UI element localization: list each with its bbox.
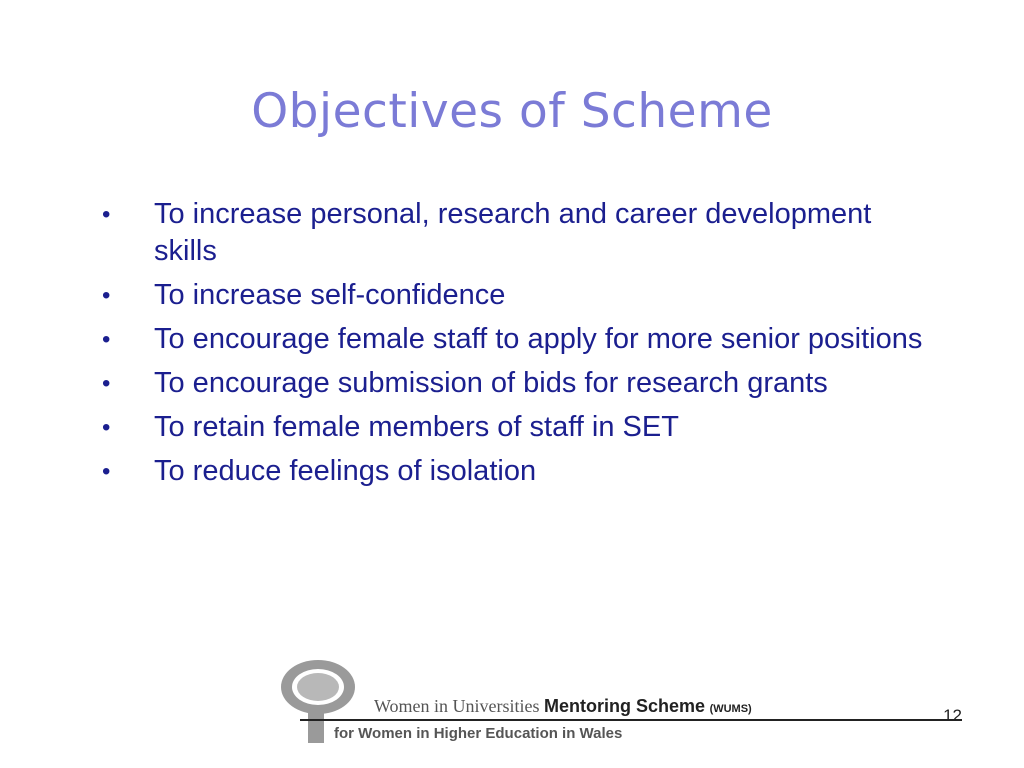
bullet-item: [96, 365, 936, 402]
bullet-item: [96, 409, 936, 446]
bullet-text: To reduce feelings of isolation: [154, 455, 537, 487]
bullet-text: To encourage submission of bids for research grants: [154, 367, 828, 399]
bullet-marker: •: [102, 458, 111, 485]
bullet-marker: •: [102, 201, 111, 228]
mentoring-symbol-icon: [278, 657, 368, 757]
wums-logo: [278, 657, 978, 757]
footer-divider: [300, 719, 962, 721]
bullet-item: [96, 321, 936, 358]
logo-org-name: Women in Universities: [374, 696, 540, 716]
bullet-marker: •: [102, 326, 111, 353]
logo-line-1: [374, 696, 752, 717]
bullet-item: [96, 277, 936, 314]
logo-line-2: for Women in Higher Education in Wales: [334, 725, 623, 742]
bullet-marker: •: [102, 370, 111, 397]
bullet-marker: •: [102, 414, 111, 441]
bullet-text: To increase self-confidence: [154, 279, 506, 311]
bullet-text: To encourage female staff to apply for more senior positions: [154, 323, 923, 355]
bullet-list: [96, 196, 936, 497]
bullet-marker: •: [102, 282, 111, 309]
logo-abbreviation: (WUMS): [709, 703, 752, 715]
bullet-item: [96, 196, 936, 270]
bullet-text: To increase personal, research and career development skills: [154, 198, 872, 267]
bullet-item: [96, 453, 936, 490]
bullet-text: To retain female members of staff in SET: [154, 411, 679, 443]
logo-scheme-name: Mentoring Scheme: [544, 696, 706, 716]
page-number: 12: [943, 706, 962, 725]
slide-title: Objectives of Scheme: [251, 84, 773, 139]
